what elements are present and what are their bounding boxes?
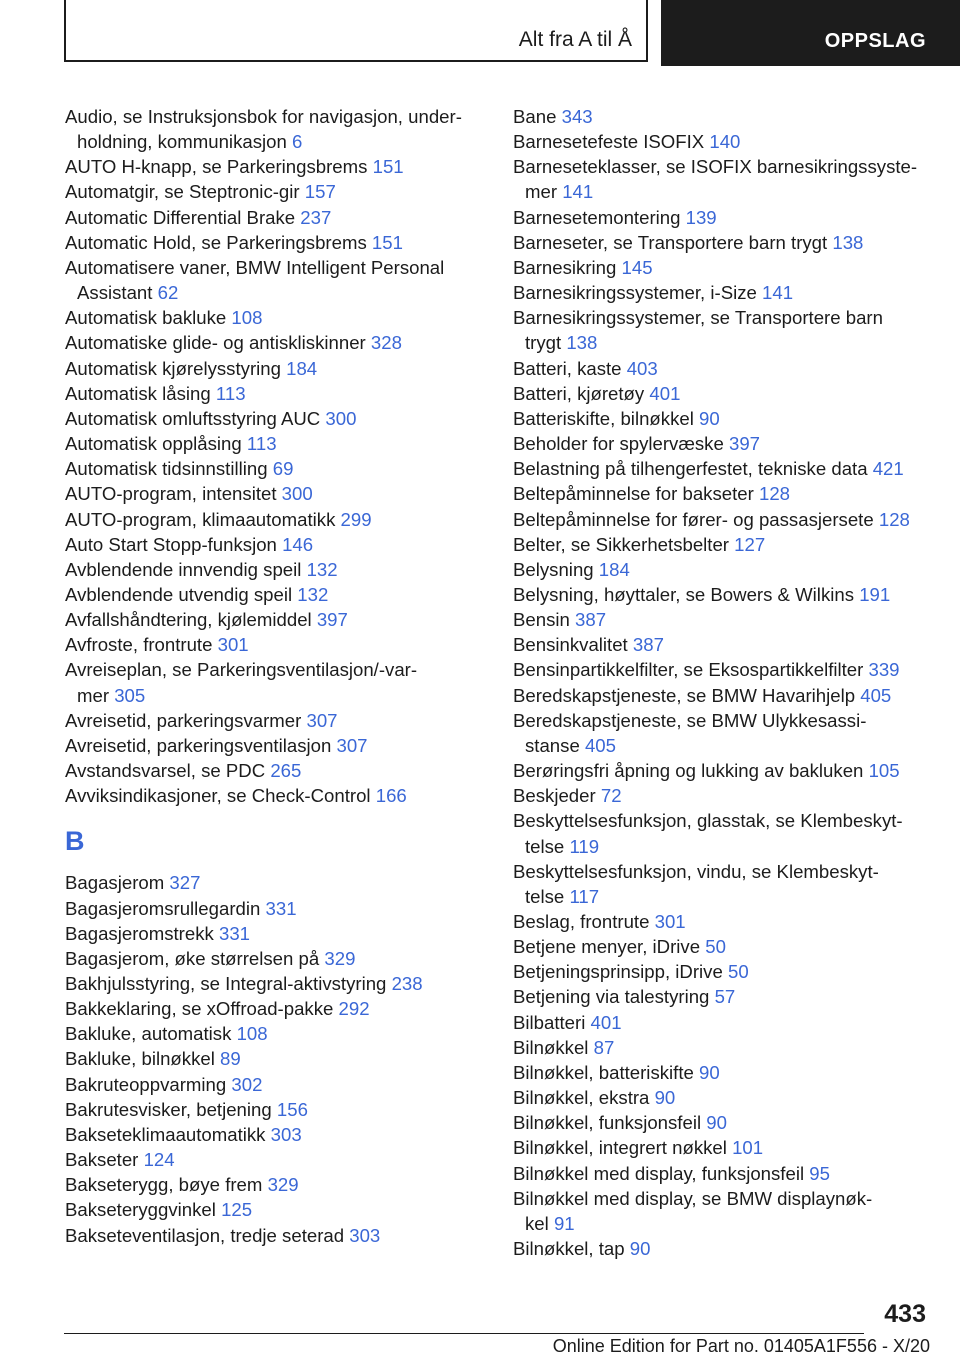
index-entry-term: Bilnøkkel, integrert nøkkel <box>513 1137 727 1159</box>
index-entry-term: Bakseteklimaautomatikk <box>65 1123 266 1145</box>
index-entry-term: Bilnøkkel, tap <box>513 1238 625 1260</box>
index-entry <box>513 683 933 708</box>
index-entry <box>513 104 933 129</box>
index-entry-term: Bensin <box>513 609 570 631</box>
index-entry-term: Automatisk omluftsstyring AUC <box>65 407 321 429</box>
index-entry <box>513 582 933 607</box>
page-reference-link[interactable]: 90 <box>654 1087 676 1109</box>
index-group-b-continued <box>513 104 933 1261</box>
index-entry-term: Belysning, høyttaler, se Bowers & Wilkins <box>513 583 855 605</box>
index-entry-term: Bakruteoppvarming <box>65 1073 227 1095</box>
index-entry <box>65 733 485 758</box>
index-entry-term: Bilnøkkel, batteriskifte <box>513 1061 694 1083</box>
index-entry <box>65 971 485 996</box>
page-reference-link[interactable]: 301 <box>654 911 686 932</box>
index-entry <box>513 934 933 959</box>
index-entry <box>513 1110 933 1135</box>
index-entry <box>65 381 485 406</box>
section-tab[interactable] <box>661 0 960 66</box>
page-reference-link[interactable]: 303 <box>349 1224 381 1246</box>
page-reference-link[interactable]: 57 <box>714 986 736 1008</box>
page-reference-link[interactable]: 237 <box>300 206 332 228</box>
page-reference-link[interactable]: 132 <box>297 583 329 605</box>
index-entry <box>513 456 933 481</box>
page-reference-link[interactable]: 331 <box>265 897 297 919</box>
index-entry <box>65 179 485 204</box>
page-reference-link[interactable]: 265 <box>270 760 302 782</box>
index-entry <box>65 1046 485 1071</box>
index-entry <box>513 1010 933 1035</box>
page-reference-link[interactable]: 146 <box>282 533 314 555</box>
page-reference-link[interactable]: 299 <box>340 508 372 530</box>
index-entry-term: Batteriskifte, bilnøkkel <box>513 407 694 429</box>
index-entry <box>65 1097 485 1122</box>
page-reference-link[interactable]: 124 <box>143 1149 175 1171</box>
page-reference-link[interactable]: 157 <box>304 181 336 203</box>
page-reference-link[interactable]: 238 <box>391 973 423 994</box>
index-entry-term: Automatisk tidsinnstilling <box>65 458 268 480</box>
page-reference-link[interactable]: 141 <box>562 181 594 203</box>
page-reference-link[interactable]: 50 <box>727 961 749 983</box>
index-entry-term: Beltepåminnelse for bakseter <box>513 483 754 505</box>
index-entry-term: Barnesikringssystemer, se Transportere barn <box>513 307 883 329</box>
page-reference-link[interactable]: 151 <box>371 231 403 253</box>
index-letter-heading: B <box>65 826 85 857</box>
page-reference-link[interactable]: 90 <box>699 407 720 429</box>
page-reference-link[interactable]: 405 <box>860 684 892 706</box>
index-entry-term: trygt <box>525 332 562 354</box>
index-entry-term: Avblendende innvendig speil <box>65 558 302 580</box>
index-entry <box>513 808 933 858</box>
index-entry-term: mer <box>77 684 110 706</box>
index-entry-term: Belastning på tilhengerfestet, tekniske data <box>513 458 868 480</box>
page-reference-link[interactable]: 50 <box>705 936 726 958</box>
index-entry-term: Bakluke, bilnøkkel <box>65 1048 215 1070</box>
page-reference-link[interactable]: 421 <box>872 458 904 480</box>
index-entry-term: Betjeningsprinsipp, iDrive <box>513 961 723 983</box>
page-reference-link[interactable]: 300 <box>281 483 313 505</box>
index-entry-term: Beskyttelsesfunksjon, vindu, se Klembeskyt- <box>513 860 879 882</box>
index-entry <box>513 255 933 280</box>
index-entry <box>513 557 933 582</box>
page-reference-link[interactable]: 292 <box>338 998 370 1020</box>
page-reference-link[interactable]: 401 <box>649 382 681 404</box>
page-reference-link[interactable]: 300 <box>325 407 357 429</box>
index-entry <box>65 1172 485 1197</box>
index-entry <box>65 1122 485 1147</box>
page-reference-link[interactable]: 6 <box>292 131 303 153</box>
index-entry <box>65 406 485 431</box>
index-entry-term: Beredskapstjeneste, se BMW Ulykkesassi- <box>513 709 867 731</box>
index-entry <box>65 456 485 481</box>
chapter-box <box>64 0 648 62</box>
page-reference-link[interactable]: 139 <box>685 206 717 228</box>
index-entry <box>513 984 933 1009</box>
index-entry <box>513 230 933 255</box>
index-entry-term: kel <box>525 1212 549 1234</box>
index-entry-term: Avstandsvarsel, se PDC <box>65 760 266 782</box>
index-entry <box>513 708 933 758</box>
index-entry <box>65 657 485 707</box>
index-entry <box>65 154 485 179</box>
index-entry <box>513 129 933 154</box>
index-entry <box>513 1085 933 1110</box>
index-entry-term: Bakluke, automatisk <box>65 1023 232 1045</box>
page-reference-link[interactable]: 117 <box>569 885 600 907</box>
page-reference-link[interactable]: 127 <box>734 533 766 555</box>
page-reference-link[interactable]: 87 <box>593 1036 615 1058</box>
index-entry <box>65 330 485 355</box>
index-entry-term: Beslag, frontrute <box>513 911 650 932</box>
index-entry-term: Bagasjeromsrullegardin <box>65 897 261 919</box>
index-entry-term: AUTO H-knapp, se Parkeringsbrems <box>65 156 368 178</box>
index-entry <box>513 507 933 532</box>
index-entry-term: Bakkeklaring, se xOffroad-pakke <box>65 998 334 1020</box>
index-entry <box>513 356 933 381</box>
index-entry-term: Bagasjerom, øke størrelsen på <box>65 947 320 969</box>
page-reference-link[interactable]: 397 <box>316 609 348 631</box>
page-reference-link[interactable]: 343 <box>561 106 593 127</box>
page-reference-link[interactable]: 302 <box>231 1073 263 1095</box>
page-reference-link[interactable]: 141 <box>762 282 794 304</box>
index-entry <box>513 1060 933 1085</box>
index-entry-term: Barneseter, se Transportere barn trygt <box>513 231 828 253</box>
index-entry <box>513 1236 933 1261</box>
index-entry-term: Bakhjulsstyring, se Integral-aktivstyring <box>65 973 387 994</box>
index-entry <box>513 406 933 431</box>
page-reference-link[interactable]: 184 <box>598 558 630 580</box>
index-entry-term: Automatgir, se Steptronic-gir <box>65 181 300 203</box>
page-reference-link[interactable]: 329 <box>267 1174 299 1196</box>
index-entry-term: mer <box>525 181 558 203</box>
page-reference-link[interactable]: 151 <box>372 156 404 178</box>
index-entry-term: AUTO-program, intensitet <box>65 483 277 505</box>
index-entry-term: holdning, kommunikasjon <box>77 131 287 153</box>
index-entry-term: Avblendende utvendig speil <box>65 583 293 605</box>
page-reference-link[interactable]: 132 <box>306 558 338 580</box>
index-entry-term: Automatisk kjørelysstyring <box>65 357 281 379</box>
page-reference-link[interactable]: 105 <box>868 760 900 782</box>
index-entry-term: Automatiske glide- og antiskliskinner <box>65 332 366 354</box>
index-entry-term: Audio, se Instruksjonsbok for navigasjon, under- <box>65 106 462 127</box>
index-entry <box>513 783 933 808</box>
index-entry <box>513 205 933 230</box>
index-entry <box>65 104 485 154</box>
index-entry-term: Avreiseplan, se Parkeringsventilasjon/-var- <box>65 659 418 681</box>
index-entry <box>65 1072 485 1097</box>
index-entry-term: Avreisetid, parkeringsventilasjon <box>65 734 332 756</box>
index-entry-term: Bakrutesvisker, betjening <box>65 1098 272 1120</box>
index-column-right <box>513 104 933 1261</box>
index-entry-term: Barnesetefeste ISOFIX <box>513 131 705 153</box>
index-entry <box>65 1223 485 1248</box>
index-entry-term: Automatisk opplåsing <box>65 433 242 455</box>
index-entry-term: Barnesikringssystemer, i-Size <box>513 282 757 304</box>
index-entry <box>65 783 485 808</box>
page-reference-link[interactable]: 328 <box>370 332 402 354</box>
index-entry <box>65 230 485 255</box>
index-entry <box>513 1135 933 1160</box>
page-reference-link[interactable]: 125 <box>221 1199 253 1221</box>
page-reference-link[interactable]: 140 <box>709 131 741 153</box>
index-entry-term: AUTO-program, klimaautomatikk <box>65 508 336 530</box>
index-entry-term: Bilbatteri <box>513 1011 586 1033</box>
index-entry-term: Berøringsfri åpning og lukking av bakluken <box>513 760 864 782</box>
page-reference-link[interactable]: 89 <box>220 1048 241 1070</box>
index-entry <box>513 657 933 682</box>
page-reference-link[interactable]: 138 <box>566 332 598 354</box>
index-entry-term: Belter, se Sikkerhetsbelter <box>513 533 729 555</box>
index-entry-term: Avviksindikasjoner, se Check-Control <box>65 785 371 807</box>
index-entry-term: Automatic Hold, se Parkeringsbrems <box>65 231 367 253</box>
index-entry <box>65 205 485 230</box>
page-number: 433 <box>884 1300 926 1328</box>
index-entry-term: Batteri, kjøretøy <box>513 382 645 404</box>
index-entry <box>65 532 485 557</box>
index-entry-term: Beskjeder <box>513 785 596 807</box>
index-entry <box>65 255 485 305</box>
index-entry <box>65 896 485 921</box>
chapter-title: Alt fra A til Å <box>518 28 632 51</box>
index-entry-term: Bane <box>513 106 557 127</box>
index-entry <box>65 632 485 657</box>
index-entry <box>513 154 933 204</box>
index-entry <box>65 431 485 456</box>
index-entry-term: Avfallshåndtering, kjølemiddel <box>65 609 312 631</box>
index-entry <box>65 356 485 381</box>
index-entry-term: Bakseterygg, bøye frem <box>65 1174 263 1196</box>
index-entry-term: Automatisk låsing <box>65 382 211 404</box>
page-reference-link[interactable]: 90 <box>706 1112 727 1134</box>
index-entry-term: Barnesikring <box>513 256 617 278</box>
index-entry <box>65 507 485 532</box>
page-reference-link[interactable]: 301 <box>217 634 249 656</box>
page-header <box>0 0 960 66</box>
page-reference-link[interactable]: 403 <box>626 357 658 379</box>
page-reference-link[interactable]: 72 <box>600 785 622 807</box>
index-entry <box>513 280 933 305</box>
index-entry <box>513 1186 933 1236</box>
page-reference-link[interactable]: 90 <box>629 1238 651 1260</box>
index-entry-term: Automatisere vaner, BMW Intelligent Personal <box>65 256 445 278</box>
index-entry-term: Beholder for spylervæske <box>513 433 724 455</box>
page-reference-link[interactable]: 307 <box>336 734 368 756</box>
index-entry-term: Avreisetid, parkeringsvarmer <box>65 709 302 731</box>
index-entry <box>65 758 485 783</box>
index-entry <box>513 481 933 506</box>
index-entry-term: Barnesetemontering <box>513 206 681 228</box>
page-reference-link[interactable]: 156 <box>276 1098 308 1120</box>
page-reference-link[interactable]: 305 <box>114 684 146 706</box>
page-reference-link[interactable]: 307 <box>306 709 338 731</box>
index-entry-term: Bagasjeromstrekk <box>65 922 214 944</box>
index-entry <box>65 582 485 607</box>
index-entry-term: Batteri, kaste <box>513 357 622 379</box>
index-entry-term: Auto Start Stopp-funksjon <box>65 533 277 555</box>
index-entry-term: Betjene menyer, iDrive <box>513 936 701 958</box>
index-entry-term: Beredskapstjeneste, se BMW Havarihjelp <box>513 684 856 706</box>
page-reference-link[interactable]: 184 <box>286 357 318 379</box>
page-reference-link[interactable]: 138 <box>832 231 864 253</box>
footer <box>0 1336 960 1357</box>
index-entry <box>513 305 933 355</box>
index-entry <box>65 305 485 330</box>
page-reference-link[interactable]: 108 <box>236 1023 268 1045</box>
page-reference-link[interactable]: 397 <box>729 433 761 455</box>
index-entry-term: Bilnøkkel med display, funksjonsfeil <box>513 1162 805 1184</box>
index-entry <box>65 1147 485 1172</box>
page-reference-link[interactable]: 327 <box>169 872 201 894</box>
index-entry <box>65 1197 485 1222</box>
index-entry-term: stanse <box>525 734 580 756</box>
page-reference-link[interactable]: 128 <box>878 508 910 530</box>
page-reference-link[interactable]: 90 <box>699 1061 720 1083</box>
section-tab-label: OPPSLAG <box>824 30 926 52</box>
index-entry-term: telse <box>525 835 565 857</box>
index-entry <box>65 946 485 971</box>
index-entry-term: Bensinpartikkelfilter, se Eksospartikkelfilter <box>513 659 864 681</box>
index-entry-term: Bakseteventilasjon, tredje seterad <box>65 1224 345 1246</box>
index-entry <box>513 532 933 557</box>
index-entry <box>513 909 933 934</box>
page-reference-link[interactable]: 101 <box>732 1137 764 1159</box>
index-entry <box>65 557 485 582</box>
index-entry-term: Bakseter <box>65 1149 139 1171</box>
index-entry <box>65 870 485 895</box>
page-reference-link[interactable]: 69 <box>272 458 294 480</box>
page-reference-link[interactable]: 95 <box>809 1162 830 1184</box>
index-entry <box>513 632 933 657</box>
page-reference-link[interactable]: 339 <box>868 659 900 681</box>
page-reference-link[interactable]: 108 <box>231 307 263 329</box>
index-entry <box>65 921 485 946</box>
page-reference-link[interactable]: 166 <box>375 785 407 807</box>
index-entry <box>513 959 933 984</box>
index-entry <box>513 1035 933 1060</box>
page-reference-link[interactable]: 331 <box>218 922 251 944</box>
page-reference-link[interactable]: 62 <box>157 282 179 304</box>
index-entry-term: Assistant <box>77 282 153 304</box>
index-entry-term: Bilnøkkel, funksjonsfeil <box>513 1112 702 1134</box>
index-entry-term: Bagasjerom <box>65 872 165 894</box>
index-entry <box>513 1161 933 1186</box>
index-entry-term: Automatisk bakluke <box>65 307 227 329</box>
index-entry-term: Bilnøkkel med display, se BMW displaynøk- <box>513 1187 873 1209</box>
index-entry <box>513 381 933 406</box>
index-entry <box>65 481 485 506</box>
index-entry <box>65 1021 485 1046</box>
index-entry <box>513 431 933 456</box>
page-reference-link[interactable]: 401 <box>590 1011 622 1033</box>
index-entry-term: Avfroste, frontrute <box>65 634 213 656</box>
page-reference-link[interactable]: 329 <box>324 947 356 969</box>
page-reference-link[interactable]: 145 <box>621 256 653 278</box>
page-reference-link[interactable]: 91 <box>553 1212 575 1234</box>
page-reference-link[interactable]: 113 <box>215 382 246 404</box>
index-entry <box>513 859 933 909</box>
edition-info: Online Edition for Part no. 01405A1F556 - X/20 <box>552 1336 930 1356</box>
index-column-left <box>65 104 485 1248</box>
index-entry-term: Bakseteryggvinkel <box>65 1199 216 1221</box>
index-entry <box>65 996 485 1021</box>
index-entry-term: Belysning <box>513 558 594 580</box>
index-group-a <box>65 104 485 808</box>
index-entry <box>513 607 933 632</box>
index-entry <box>65 607 485 632</box>
index-entry-term: Betjening via talestyring <box>513 986 710 1008</box>
page-reference-link[interactable]: 113 <box>246 433 277 455</box>
page-reference-link[interactable]: 387 <box>575 609 607 631</box>
index-entry-term: telse <box>525 885 565 907</box>
index-group-b <box>65 870 485 1247</box>
page-reference-link[interactable]: 387 <box>632 634 664 656</box>
index-entry-term: Bensinkvalitet <box>513 634 628 656</box>
page-reference-link[interactable]: 303 <box>270 1123 302 1145</box>
index-entry-term: Bilnøkkel <box>513 1036 589 1058</box>
index-entry-term: Automatic Differential Brake <box>65 206 296 228</box>
page-reference-link[interactable]: 191 <box>859 583 891 605</box>
page-reference-link[interactable]: 405 <box>584 734 616 756</box>
index-entry-term: Beskyttelsesfunksjon, glasstak, se Klembeskyt- <box>513 810 903 832</box>
page-reference-link[interactable]: 128 <box>759 483 791 505</box>
index-entry-term: Bilnøkkel, ekstra <box>513 1087 650 1109</box>
index-entry-term: Beltepåminnelse for fører- og passasjersete <box>513 508 874 530</box>
page-reference-link[interactable]: 119 <box>569 835 600 857</box>
index-entry <box>65 708 485 733</box>
index-entry-term: Barneseteklasser, se ISOFIX barnesikringssyste- <box>513 156 918 178</box>
index-entry <box>513 758 933 783</box>
footer-divider <box>64 1333 864 1334</box>
